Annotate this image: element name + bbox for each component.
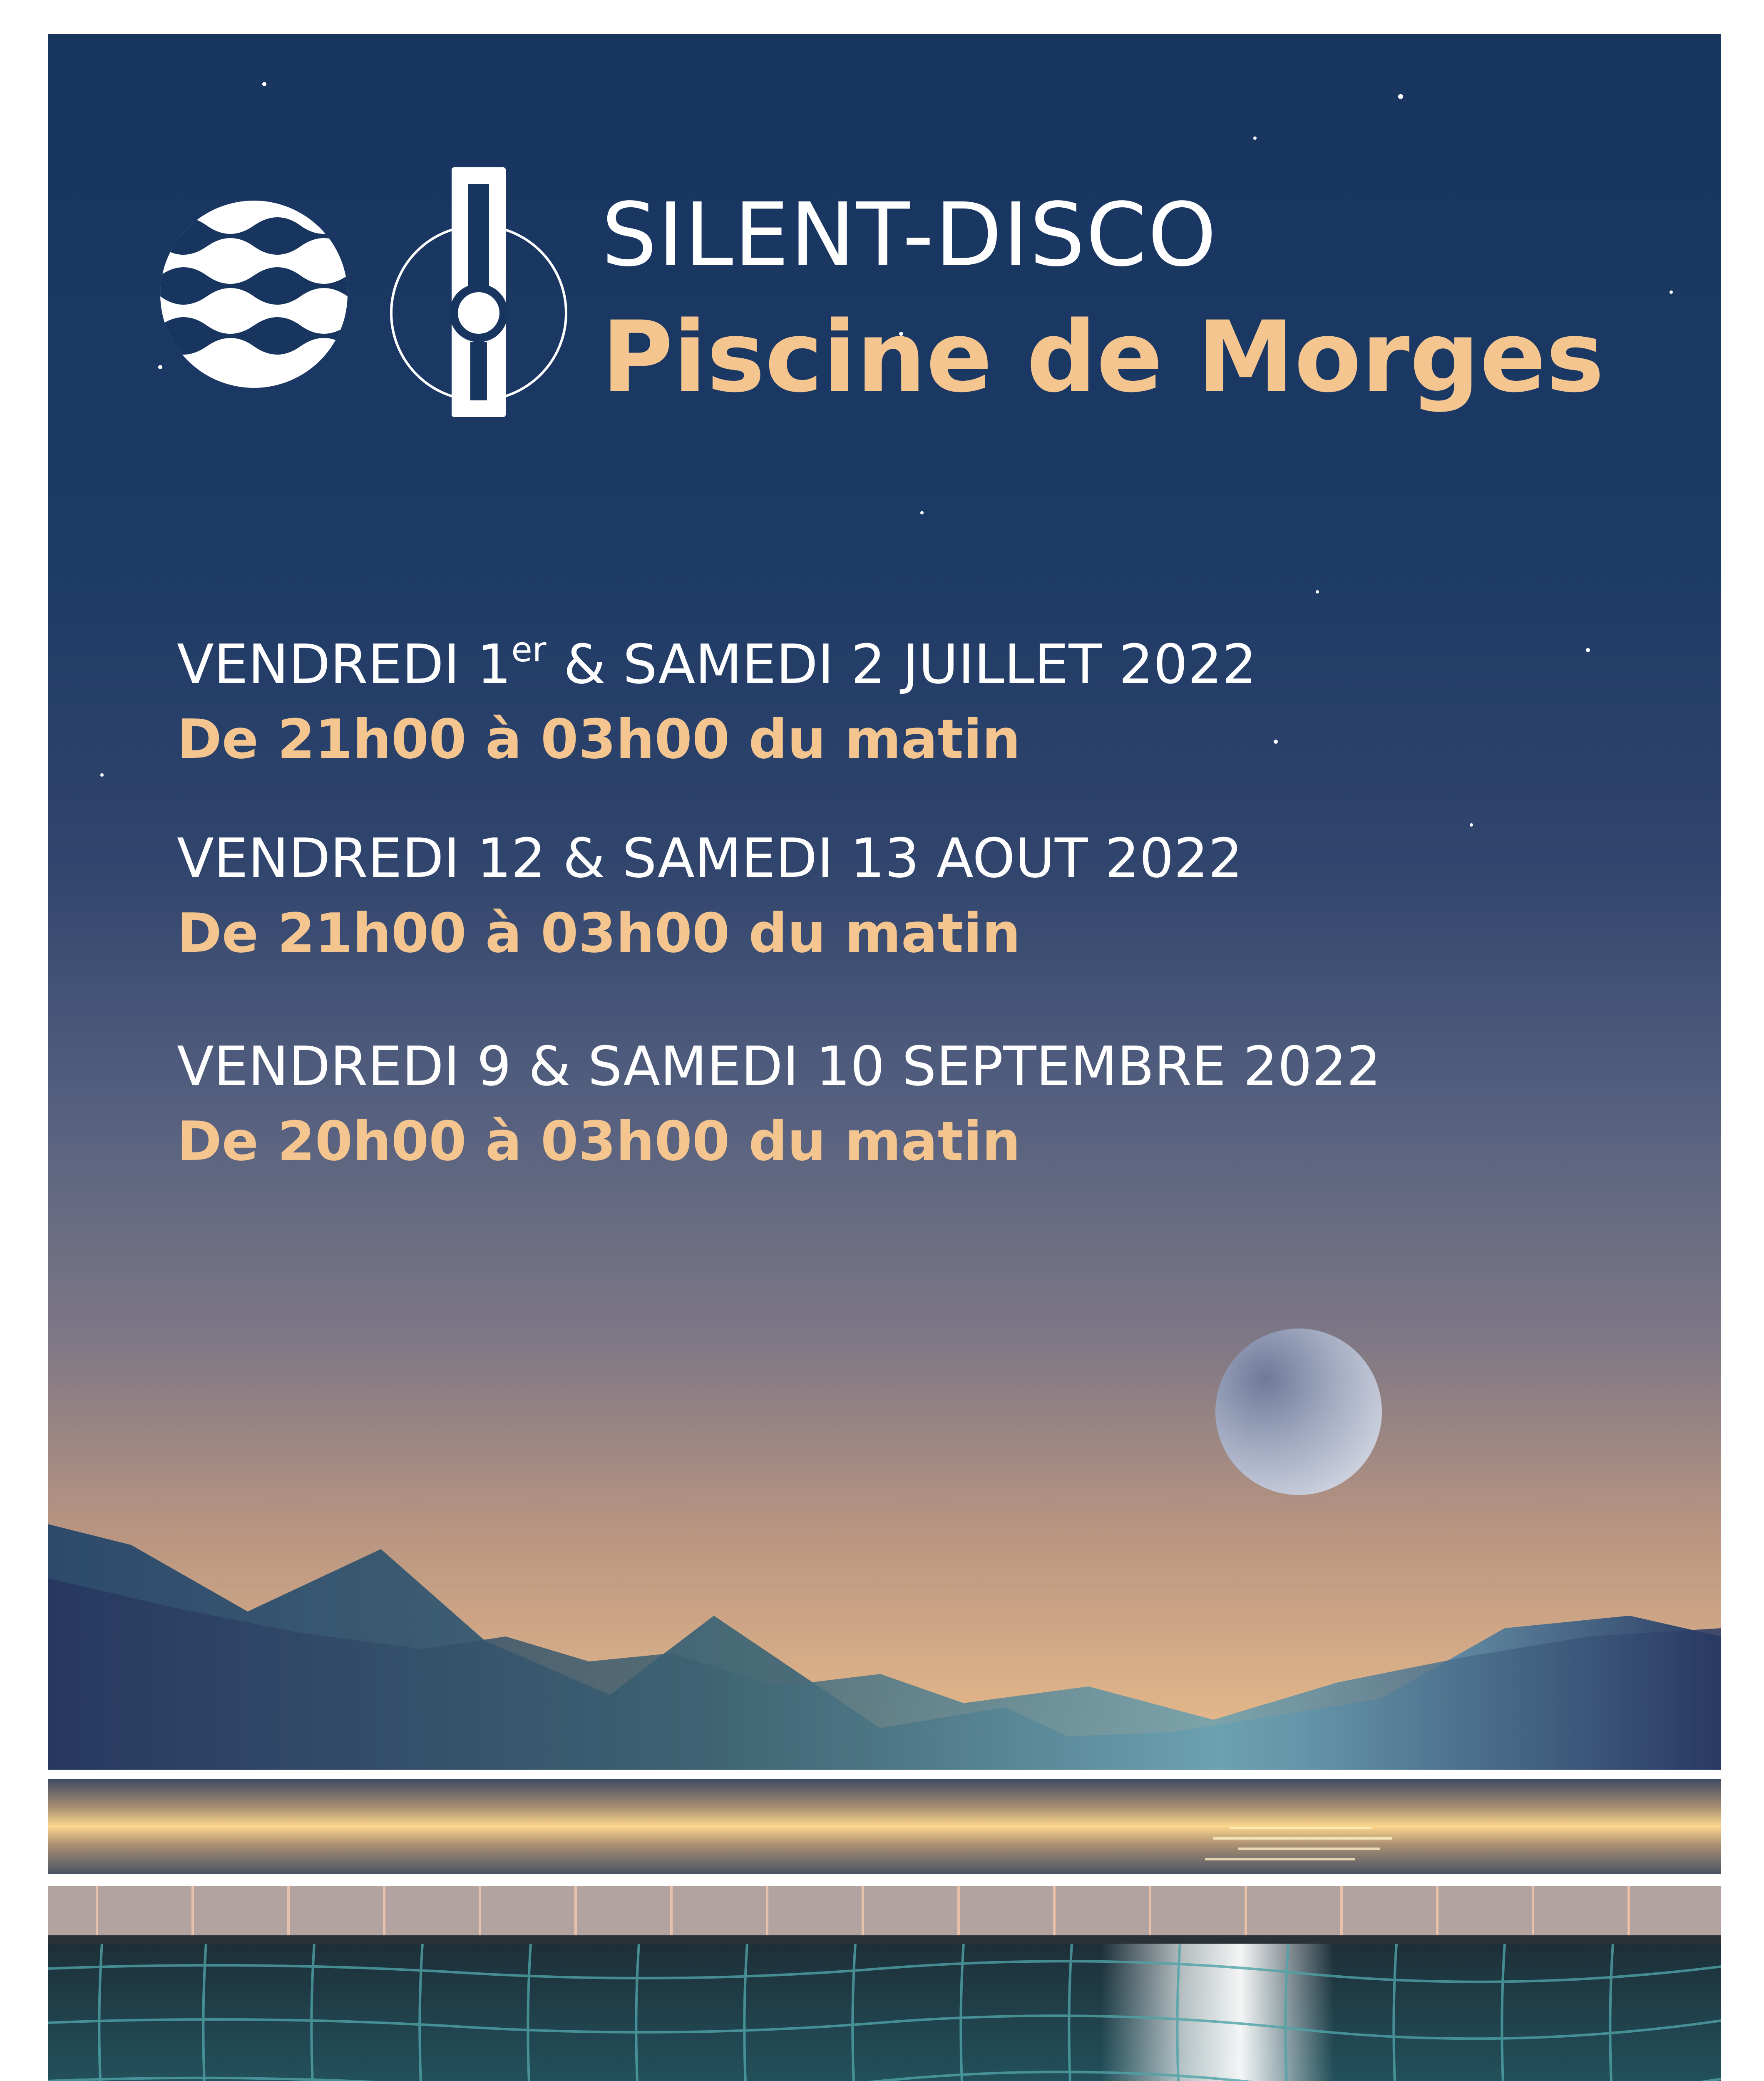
event-1-time: De 21h00 à 03h00 du matin xyxy=(177,708,1021,771)
coping-joint xyxy=(479,1886,481,1935)
silent-disco-logo-icon xyxy=(385,159,572,430)
coping-joint xyxy=(862,1886,864,1935)
coping-joint xyxy=(1340,1886,1343,1935)
event-3-date: VENDREDI 9 & SAMEDI 10 SEPTEMBRE 2022 xyxy=(177,1035,1381,1098)
coping-joint xyxy=(670,1886,673,1935)
event-2-time: De 21h00 à 03h00 du matin xyxy=(177,901,1021,965)
event-title: SILENT-DISCO xyxy=(601,184,1217,286)
coping-joint xyxy=(766,1886,768,1935)
event-2 xyxy=(177,821,1242,971)
coping-joint xyxy=(96,1886,98,1935)
event-3 xyxy=(177,1029,1381,1179)
coping-joint xyxy=(1149,1886,1151,1935)
coping-joint xyxy=(1245,1886,1247,1935)
event-2-date: VENDREDI 12 & SAMEDI 13 AOUT 2022 xyxy=(177,827,1243,890)
divider xyxy=(48,1874,1721,1886)
lake-reflection xyxy=(1205,1824,1413,1865)
moon xyxy=(1215,1329,1382,1495)
coping-joint xyxy=(1627,1886,1630,1935)
poster xyxy=(48,34,1721,2081)
coping-joint xyxy=(287,1886,290,1935)
coping-joint xyxy=(957,1886,960,1935)
pool-tile-grid xyxy=(48,1944,1721,2081)
coping-joint xyxy=(1436,1886,1439,1935)
lake xyxy=(48,1779,1721,1874)
wave-logo-icon xyxy=(160,201,348,388)
event-3-time: De 20h00 à 03h00 du matin xyxy=(177,1110,1021,1173)
event-1-date: VENDREDI 1er & SAMEDI 2 JUILLET 2022 xyxy=(177,630,1257,696)
horizon-line xyxy=(48,1770,1721,1779)
coping-joint xyxy=(383,1886,385,1935)
coping-joint xyxy=(574,1886,577,1935)
coping-joint xyxy=(1532,1886,1534,1935)
pool-coping xyxy=(48,1886,1721,1935)
coping-joint xyxy=(1053,1886,1056,1935)
coping-joint xyxy=(191,1886,194,1935)
pool-edge-shadow xyxy=(48,1935,1721,1944)
venue-title: Piscine de Morges xyxy=(601,300,1605,414)
mountains-silhouette xyxy=(48,1512,1721,1770)
event-1 xyxy=(177,613,1257,777)
